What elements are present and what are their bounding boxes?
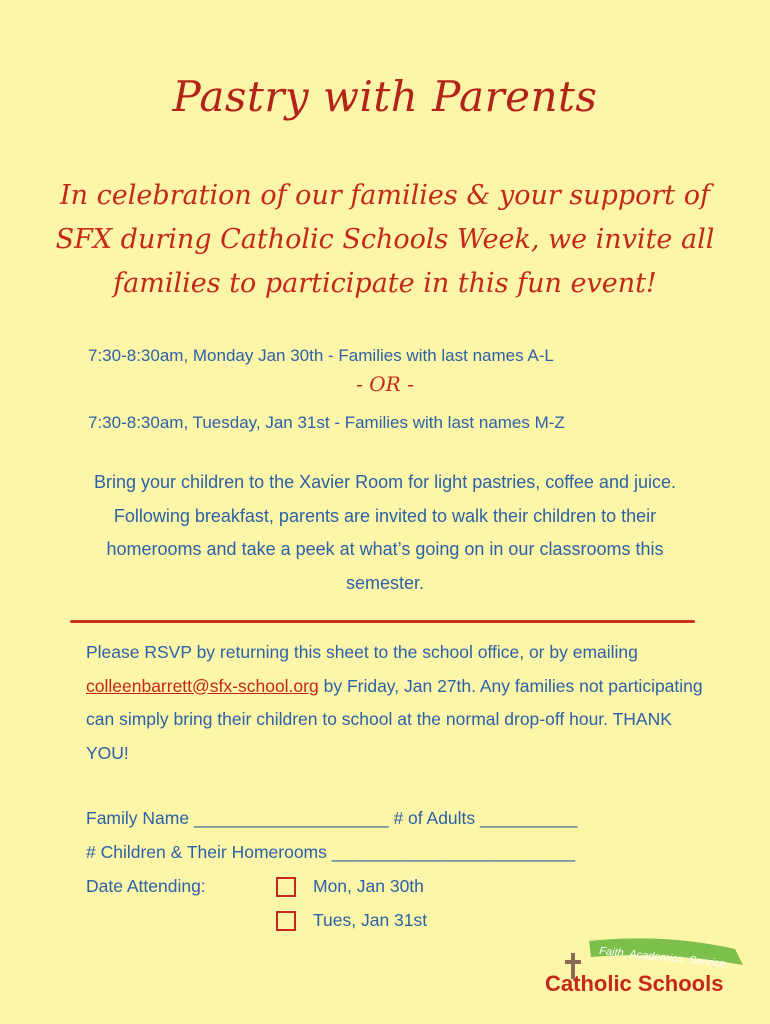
tuesday-checkbox[interactable] [276, 911, 296, 931]
date-attending-label: Date Attending: [86, 876, 206, 896]
intro-text: In celebration of our families & your support of SFX during Catholic Schools Week, we invite all families to participate in this fun event! [55, 180, 715, 299]
rsvp-text-after: by Friday, Jan 27th. Any families not participating can simply bring their children to school at the normal drop-off hour. THANK YOU! [86, 675, 703, 763]
family-name-line[interactable]: Family Name ____________________ # of Adults __________ [86, 808, 578, 828]
event-description: Bring your children to the Xavier Room for light pastries, coffee and juice. Following breakfast, parents are invited to walk their children to their homerooms and take a peek at what’s going on in our classrooms this semester. [94, 472, 676, 593]
page-title: Pastry with Parents [172, 72, 598, 121]
monday-option-label: Mon, Jan 30th [313, 876, 424, 896]
catholic-schools-logo [545, 935, 745, 1005]
logo-banner-icon [585, 935, 745, 971]
rsvp-text-before: Please RSVP by returning this sheet to the school office, or by emailing [86, 642, 638, 662]
monday-checkbox[interactable] [276, 877, 296, 897]
tuesday-option-label: Tues, Jan 31st [313, 910, 428, 930]
logo-name: Catholic Schools [545, 971, 724, 996]
schedule-monday: 7:30-8:30am, Monday Jan 30th - Families with last names A-L [88, 346, 554, 365]
children-homerooms-line[interactable]: # Children & Their Homerooms _________________________ [86, 842, 576, 862]
rsvp-paragraph [86, 636, 706, 770]
logo-tagline: Faith. Academics. Service. [598, 945, 730, 971]
schedule-or: - OR - [356, 372, 414, 396]
schedule-tuesday: 7:30-8:30am, Tuesday, Jan 31st - Families with last names M-Z [88, 413, 565, 432]
section-divider [70, 620, 695, 623]
rsvp-email-link[interactable]: colleenbarrett@sfx-school.org [86, 675, 319, 696]
